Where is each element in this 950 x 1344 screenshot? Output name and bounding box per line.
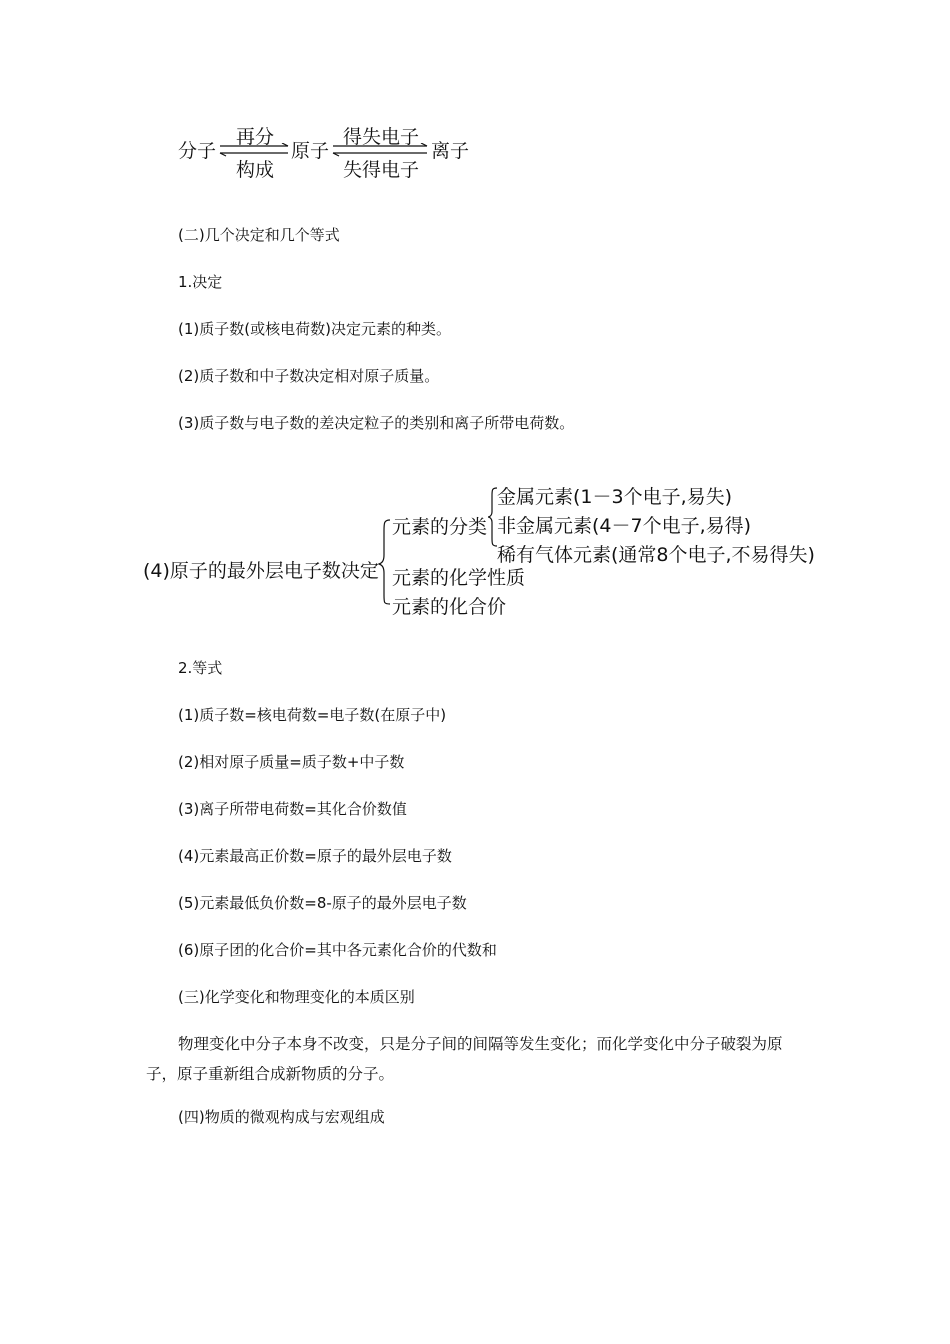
molecule-label: 分子 bbox=[178, 140, 217, 162]
section2-heading: (二)几个决定和几个等式 bbox=[178, 226, 340, 244]
arrow2-bottom-label: 失得电子 bbox=[343, 159, 420, 181]
tree-leaf-noble-gas: 稀有气体元素(通常8个电子,不易得失) bbox=[497, 544, 815, 566]
section3-heading: (三)化学变化和物理变化的本质区别 bbox=[178, 988, 415, 1006]
brace-icon bbox=[378, 519, 392, 605]
decide-heading: 1.决定 bbox=[178, 273, 223, 291]
equal-item: (6)原子团的化合价=其中各元素化合价的代数和 bbox=[178, 941, 497, 959]
equal-item: (3)离子所带电荷数=其化合价数值 bbox=[178, 800, 407, 818]
arrow2-top-label: 得失电子 bbox=[343, 126, 420, 148]
equal-item: (4)元素最高正价数=原子的最外层电子数 bbox=[178, 847, 452, 865]
arrow1-bottom-label: 构成 bbox=[236, 159, 275, 181]
tree-branch-valence: 元素的化合价 bbox=[392, 596, 507, 618]
ion-label: 离子 bbox=[431, 140, 470, 162]
paragraph-text: 物理变化中分子本身不改变，只是分子间的间隔等发生变化；而化学变化中分子破裂为原子，原子重新组合成新物质的分子。 bbox=[146, 1035, 783, 1083]
equal-item: (5)元素最低负价数=8-原子的最外层电子数 bbox=[178, 894, 467, 912]
equal-heading: 2.等式 bbox=[178, 659, 223, 677]
equal-item: (2)相对原子质量=质子数+中子数 bbox=[178, 753, 405, 771]
tree-branch-classify: 元素的分类 bbox=[392, 516, 488, 538]
tree-leaf-metal: 金属元素(1－3个电子,易失) bbox=[497, 486, 733, 508]
tree-root: (4)原子的最外层电子数决定 bbox=[143, 560, 379, 582]
tree-branch-chemical-property: 元素的化学性质 bbox=[392, 567, 526, 589]
equal-item: (1)质子数=核电荷数=电子数(在原子中) bbox=[178, 706, 447, 724]
decide-item: (1)质子数(或核电荷数)决定元素的种类。 bbox=[178, 320, 451, 338]
arrow1-top-label: 再分 bbox=[236, 126, 275, 148]
section3-paragraph bbox=[146, 1029, 806, 1089]
section4-heading: (四)物质的微观构成与宏观组成 bbox=[178, 1108, 385, 1126]
decide-item: (2)质子数和中子数决定相对原子质量。 bbox=[178, 367, 440, 385]
decide-item: (3)质子数与电子数的差决定粒子的类别和离子所带电荷数。 bbox=[178, 414, 575, 432]
atom-label: 原子 bbox=[291, 140, 330, 162]
tree-leaf-nonmetal: 非金属元素(4－7个电子,易得) bbox=[497, 515, 752, 537]
